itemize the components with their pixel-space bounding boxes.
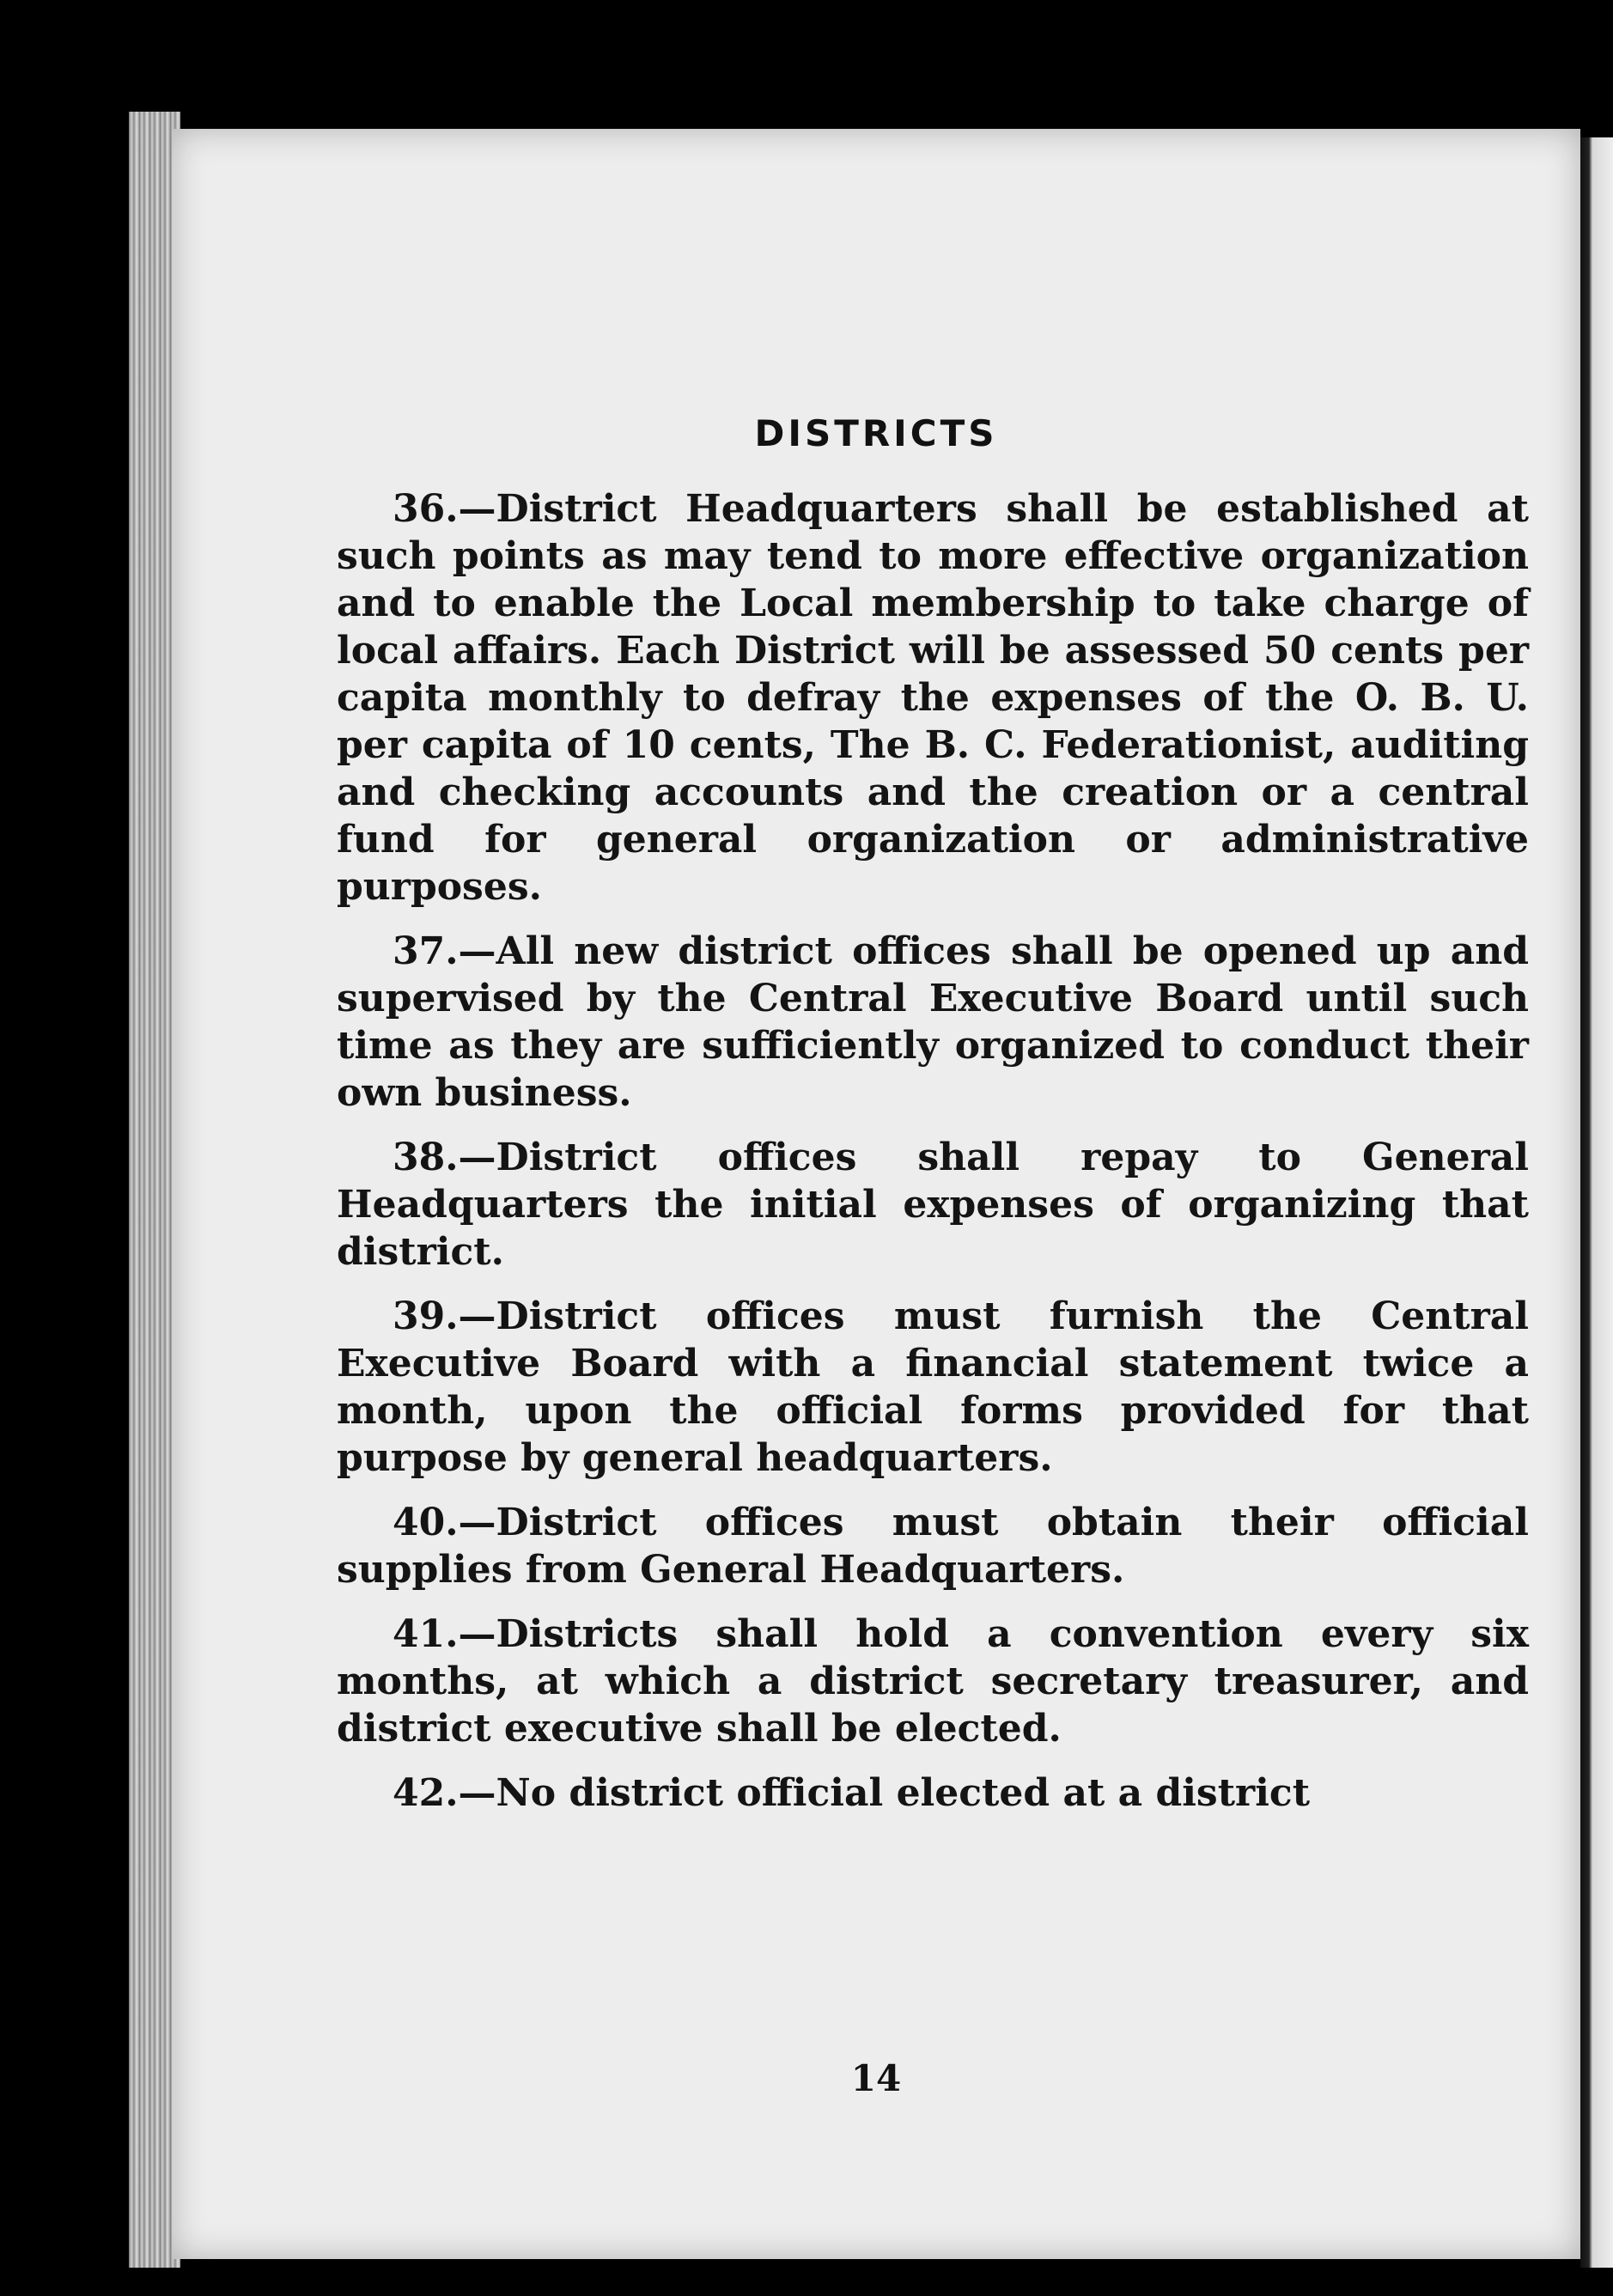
- paragraph-37: 37.—All new district offices shall be opened up and supervised by the Central Executive Board until such time as they are sufficiently organized to conduct their own business.: [337, 929, 1529, 1115]
- paragraph-42: 42.—No district official elected at a district: [393, 1771, 1311, 1815]
- paragraph-36: 36.—District Headquarters shall be established at such points as may tend to more effective organization and to enable the Local membership to take charge of local affairs. Each District will be assessed 50 cents per capita monthly to defray the expenses of the O. B. U. per capita of 10 cents, The B. C. Federationist, auditing and checking accounts and the creation or a central fund for general organization or administrative purposes.: [337, 487, 1529, 909]
- paragraph-40: 40.—District offices must obtain their official supplies from General Headquarters.: [337, 1501, 1529, 1592]
- book-page: [172, 129, 1580, 2259]
- paragraph-38: 38.—District offices shall repay to General Headquarters the initial expenses of organizing that district.: [337, 1136, 1529, 1274]
- paragraph-41: 41.—Districts shall hold a convention every six months, at which a district secretary treasurer, and district executive shall be elected.: [337, 1612, 1529, 1751]
- adjacent-page-edge: [1580, 137, 1613, 2268]
- section-heading: DISTRICTS: [754, 412, 998, 454]
- page-body: [337, 485, 1529, 1834]
- paragraph-39: 39.—District offices must furnish the Central Executive Board with a financial statement twice a month, upon the official forms provided for that purpose by general headquarters.: [337, 1294, 1529, 1480]
- page-number: 14: [850, 2057, 902, 2099]
